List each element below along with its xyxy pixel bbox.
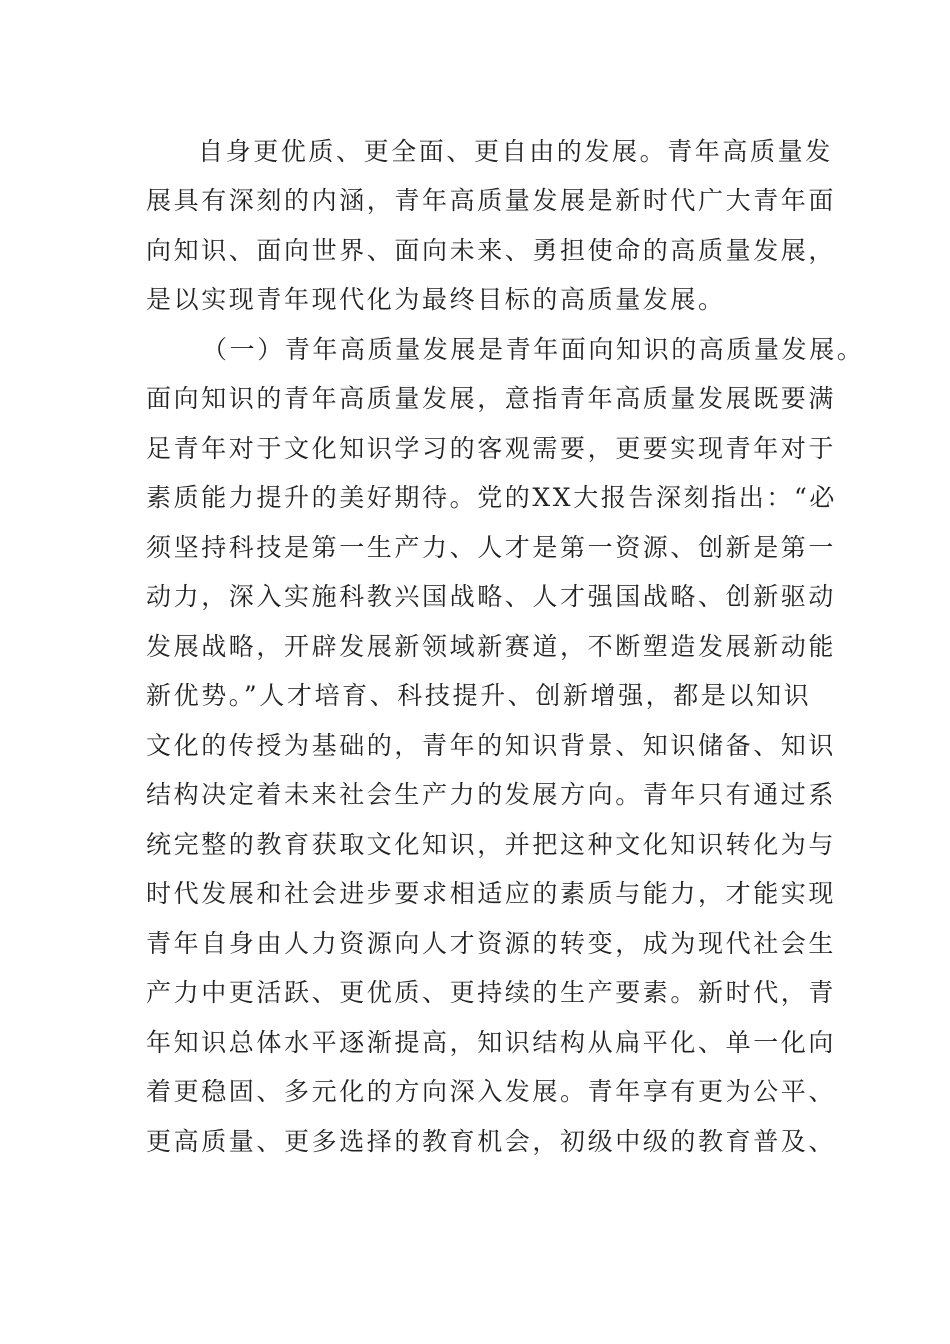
text-line: 发展战略，开辟发展新领域新赛道，不断塑造发展新动能	[146, 632, 837, 661]
text-line: 素质能力提升的美好期待。党的XX大报告深刻指出：“必	[146, 483, 837, 512]
section-heading: （一）青年高质量发展是青年面向知识的高质量发展。	[202, 335, 865, 364]
text-line: 更高质量、更多选择的教育机会，初级中级的教育普及、	[146, 1127, 837, 1156]
text-line: 向知识、面向世界、面向未来、勇担使命的高质量发展，	[146, 236, 837, 265]
text-line: 新优势。”人才培育、科技提升、创新增强，都是以知识	[146, 681, 812, 710]
text-line: 统完整的教育获取文化知识，并把这种文化知识转化为与	[146, 830, 837, 859]
text-line: 足青年对于文化知识学习的客观需要，更要实现青年对于	[146, 434, 837, 463]
text-line: 展具有深刻的内涵，青年高质量发展是新时代广大青年面	[146, 186, 837, 215]
text-line: 时代发展和社会进步要求相适应的素质与能力，才能实现	[146, 879, 837, 908]
text-line: 文化的传授为基础的，青年的知识背景、知识储备、知识	[146, 731, 837, 760]
text-line: 青年自身由人力资源向人才资源的转变，成为现代社会生	[146, 929, 837, 958]
text-line: 须坚持科技是第一生产力、人才是第一资源、创新是第一	[146, 533, 837, 562]
text-line: 是以实现青年现代化为最终目标的高质量发展。	[146, 285, 726, 314]
text-line: 动力，深入实施科教兴国战略、人才强国战略、创新驱动	[146, 582, 837, 611]
text-line: 产力中更活跃、更优质、更持续的生产要素。新时代，青	[146, 978, 837, 1007]
text-line: 面向知识的青年高质量发展，意指青年高质量发展既要满	[146, 384, 837, 413]
text-line: 结构决定着未来社会生产力的发展方向。青年只有通过系	[146, 780, 837, 809]
text-line: 着更稳固、多元化的方向深入发展。青年享有更为公平、	[146, 1077, 837, 1106]
text-line: 自身更优质、更全面、更自由的发展。青年高质量发	[198, 137, 833, 166]
text-line: 年知识总体水平逐渐提高，知识结构从扁平化、单一化向	[146, 1028, 837, 1057]
